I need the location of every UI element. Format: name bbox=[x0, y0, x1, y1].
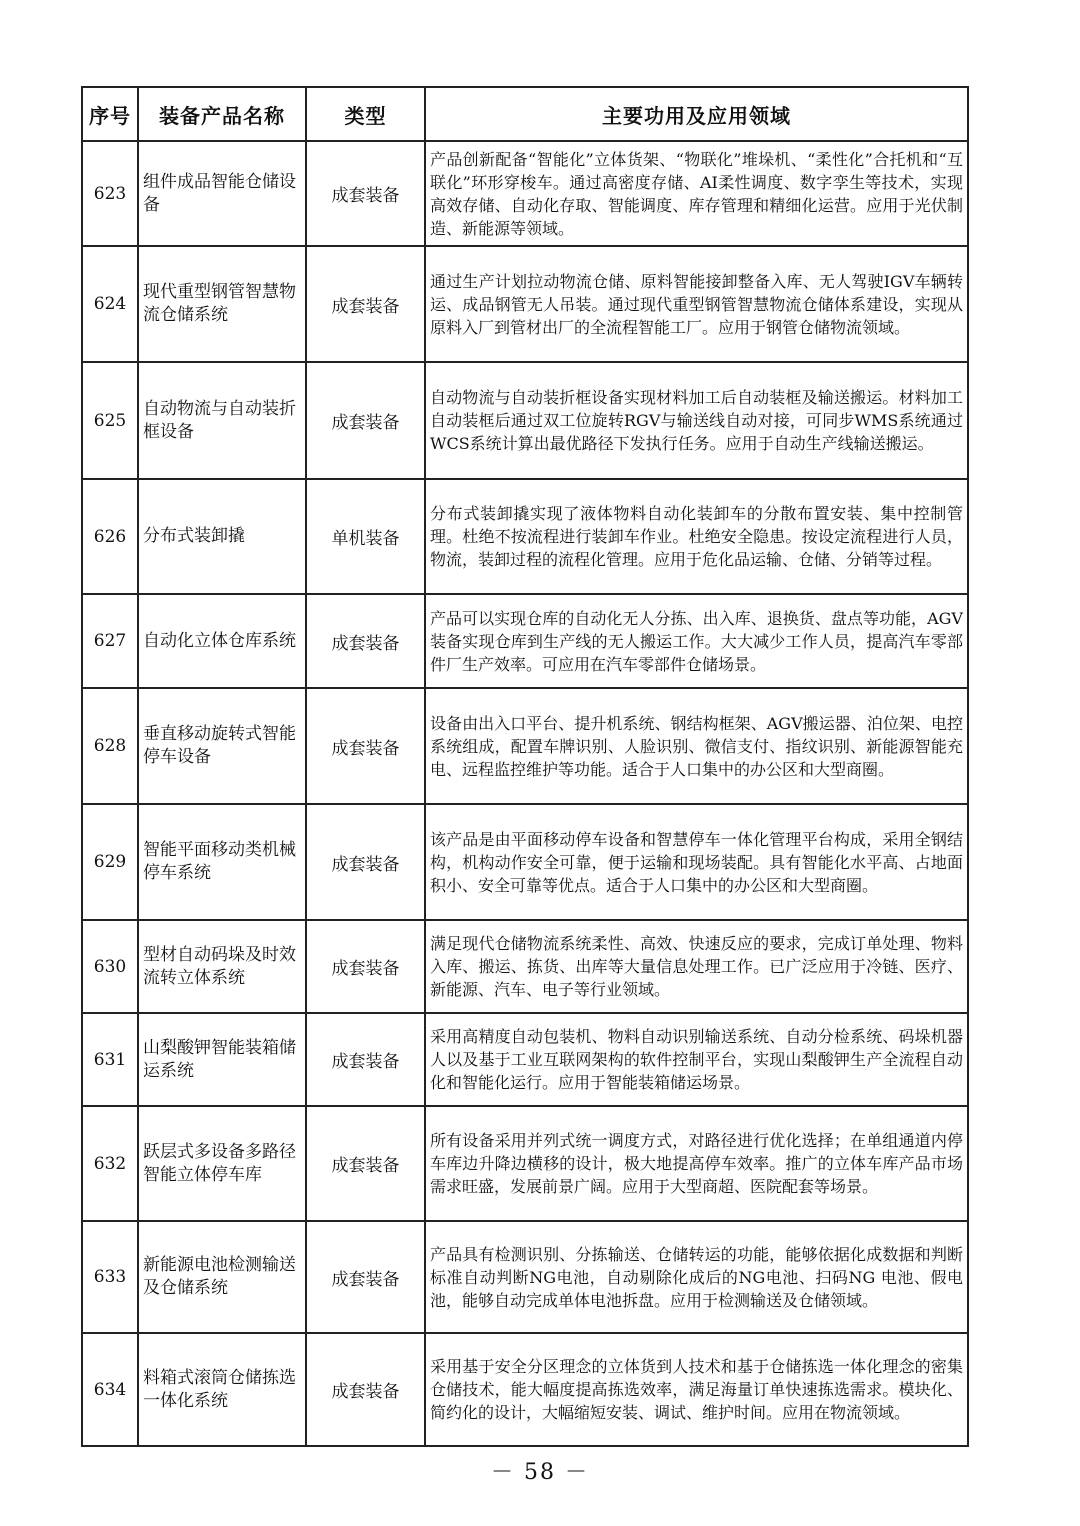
row-description: 满足现代仓储物流系统柔性、高效、快速反应的要求，完成订单处理、物料入库、搬运、拣货、出库等大量信息处理工作。已广泛应用于冷链、医疗、新能源、汽车、电子等行业领域。 bbox=[425, 920, 968, 1013]
row-number: 634 bbox=[82, 1333, 138, 1446]
table-row bbox=[82, 1013, 968, 1106]
row-product-name: 自动化立体仓库系统 bbox=[138, 594, 306, 688]
row-product-name: 型材自动码垛及时效流转立体系统 bbox=[138, 920, 306, 1013]
table-row bbox=[82, 362, 968, 479]
table-row bbox=[82, 1106, 968, 1221]
row-type: 成套装备 bbox=[306, 141, 425, 246]
table-row bbox=[82, 479, 968, 594]
row-description: 自动物流与自动装折框设备实现材料加工后自动装框及输送搬运。材料加工自动装框后通过双工位旋转RGV与输送线自动对接，可同步WMS系统通过WCS系统计算出最优路径下发执行任务。应用于自动生产线输送搬运。 bbox=[425, 362, 968, 479]
row-number: 623 bbox=[82, 141, 138, 246]
row-type: 单机装备 bbox=[306, 479, 425, 594]
row-type: 成套装备 bbox=[306, 594, 425, 688]
row-product-name: 山梨酸钾智能装箱储运系统 bbox=[138, 1013, 306, 1106]
table-row bbox=[82, 804, 968, 920]
equipment-table bbox=[81, 86, 969, 1447]
row-number: 627 bbox=[82, 594, 138, 688]
table-header-row bbox=[82, 87, 968, 141]
row-number: 629 bbox=[82, 804, 138, 920]
row-type: 成套装备 bbox=[306, 246, 425, 362]
table-row bbox=[82, 246, 968, 362]
row-type: 成套装备 bbox=[306, 920, 425, 1013]
row-product-name: 智能平面移动类机械停车系统 bbox=[138, 804, 306, 920]
row-description: 所有设备采用并列式统一调度方式，对路径进行优化选择；在单组通道内停车库边升降边横移的设计，极大地提高停车效率。推广的立体车库产品市场需求旺盛，发展前景广阔。应用于大型商超、医院配套等场景。 bbox=[425, 1106, 968, 1221]
header-function-application: 主要功用及应用领域 bbox=[425, 87, 968, 141]
row-product-name: 垂直移动旋转式智能停车设备 bbox=[138, 688, 306, 804]
row-description: 采用高精度自动包装机、物料自动识别输送系统、自动分检系统、码垛机器人以及基于工业互联网架构的软件控制平台，实现山梨酸钾生产全流程自动化和智能化运行。应用于智能装箱储运场景。 bbox=[425, 1013, 968, 1106]
row-product-name: 跃层式多设备多路径智能立体停车库 bbox=[138, 1106, 306, 1221]
row-type: 成套装备 bbox=[306, 1106, 425, 1221]
row-number: 625 bbox=[82, 362, 138, 479]
row-number: 628 bbox=[82, 688, 138, 804]
header-serial-number: 序号 bbox=[82, 87, 138, 141]
table-row bbox=[82, 1221, 968, 1333]
row-type: 成套装备 bbox=[306, 362, 425, 479]
table-row bbox=[82, 1333, 968, 1446]
row-number: 632 bbox=[82, 1106, 138, 1221]
row-number: 624 bbox=[82, 246, 138, 362]
row-number: 631 bbox=[82, 1013, 138, 1106]
table-row bbox=[82, 594, 968, 688]
row-description: 采用基于安全分区理念的立体货到人技术和基于仓储拣选一体化理念的密集仓储技术，能大幅度提高拣选效率，满足海量订单快速拣选需求。模块化、简约化的设计，大幅缩短安装、调试、维护时间。应用在物流领域。 bbox=[425, 1333, 968, 1446]
row-number: 630 bbox=[82, 920, 138, 1013]
row-description: 产品具有检测识别、分拣输送、仓储转运的功能，能够依据化成数据和判断标准自动判断NG电池，自动剔除化成后的NG电池、扫码NG 电池、假电池，能够自动完成单体电池拆盘。应用于检测输送及仓储领域。 bbox=[425, 1221, 968, 1333]
row-type: 成套装备 bbox=[306, 1333, 425, 1446]
table-row bbox=[82, 688, 968, 804]
row-product-name: 现代重型钢管智慧物流仓储系统 bbox=[138, 246, 306, 362]
row-product-name: 新能源电池检测输送及仓储系统 bbox=[138, 1221, 306, 1333]
row-description: 产品可以实现仓库的自动化无人分拣、出入库、退换货、盘点等功能，AGV装备实现仓库到生产线的无人搬运工作。大大减少工作人员，提高汽车零部件厂生产效率。可应用在汽车零部件仓储场景。 bbox=[425, 594, 968, 688]
row-description: 该产品是由平面移动停车设备和智慧停车一体化管理平台构成，采用全钢结构，机构动作安全可靠，便于运输和现场装配。具有智能化水平高、占地面积小、安全可靠等优点。适合于人口集中的办公区和大型商圈。 bbox=[425, 804, 968, 920]
row-product-name: 分布式装卸撬 bbox=[138, 479, 306, 594]
row-type: 成套装备 bbox=[306, 688, 425, 804]
row-number: 626 bbox=[82, 479, 138, 594]
row-product-name: 自动物流与自动装折框设备 bbox=[138, 362, 306, 479]
header-type: 类型 bbox=[306, 87, 425, 141]
row-type: 成套装备 bbox=[306, 804, 425, 920]
header-product-name: 装备产品名称 bbox=[138, 87, 306, 141]
row-description: 设备由出入口平台、提升机系统、钢结构框架、AGV搬运器、泊位架、电控系统组成，配置车牌识别、人脸识别、微信支付、指纹识别、新能源智能充电、远程监控维护等功能。适合于人口集中的办公区和大型商圈。 bbox=[425, 688, 968, 804]
table-row bbox=[82, 920, 968, 1013]
page-number: － 58 － bbox=[491, 1460, 589, 1485]
row-number: 633 bbox=[82, 1221, 138, 1333]
row-product-name: 组件成品智能仓储设备 bbox=[138, 141, 306, 246]
row-type: 成套装备 bbox=[306, 1221, 425, 1333]
row-description: 产品创新配备“智能化”立体货架、“物联化”堆垛机、“柔性化”合托机和“互联化”环形穿梭车。通过高密度存储、AI柔性调度、数字孪生等技术，实现高效存储、自动化存取、智能调度、库存管理和精细化运营。应用于光伏制造、新能源等领域。 bbox=[425, 141, 968, 246]
document-page bbox=[81, 86, 967, 1447]
row-description: 分布式装卸撬实现了液体物料自动化装卸车的分散布置安装、集中控制管理。杜绝不按流程进行装卸车作业。杜绝安全隐患。按设定流程进行人员，物流，装卸过程的流程化管理。应用于危化品运输、仓储、分销等过程。 bbox=[425, 479, 968, 594]
table-row bbox=[82, 141, 968, 246]
row-product-name: 料箱式滚筒仓储拣选一体化系统 bbox=[138, 1333, 306, 1446]
row-type: 成套装备 bbox=[306, 1013, 425, 1106]
row-description: 通过生产计划拉动物流仓储、原料智能接卸整备入库、无人驾驶IGV车辆转运、成品钢管无人吊装。通过现代重型钢管智慧物流仓储体系建设，实现从原料入厂到管材出厂的全流程智能工厂。应用于钢管仓储物流领域。 bbox=[425, 246, 968, 362]
